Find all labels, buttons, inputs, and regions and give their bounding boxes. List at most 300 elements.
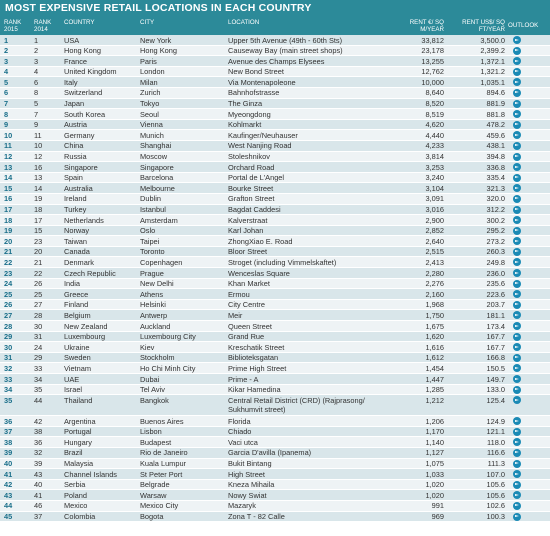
arrow-right-circle-icon <box>513 78 521 86</box>
cell-rank-2014: 36 <box>34 437 43 447</box>
cell-rank-2014: 39 <box>34 459 43 469</box>
cell-city: Lisbon <box>140 427 162 437</box>
table-row <box>0 279 550 290</box>
arrow-right-circle-icon <box>513 100 521 108</box>
cell-rent-eur: 3,253 <box>425 162 444 172</box>
cell-rent-usd: 235.6 <box>486 279 505 289</box>
cell-rank-2014: 31 <box>34 332 43 342</box>
cell-city: Dublin <box>140 194 161 204</box>
cell-country: Belgium <box>64 310 91 320</box>
cell-rank-2014: 29 <box>34 353 43 363</box>
cell-rent-usd: 100.3 <box>486 512 505 522</box>
cell-country: Vietnam <box>64 363 91 373</box>
arrow-right-circle-icon <box>513 36 521 44</box>
cell-country: Netherlands <box>64 215 104 225</box>
cell-rent-eur: 3,814 <box>425 152 444 162</box>
cell-rank-2014: 25 <box>34 289 43 299</box>
cell-rent-eur: 1,454 <box>425 363 444 373</box>
cell-rank-2015: 38 <box>4 437 13 447</box>
cell-city: Toronto <box>140 247 165 257</box>
cell-country: Japan <box>64 99 85 109</box>
cell-rent-usd: 116.6 <box>487 448 505 458</box>
table-body <box>0 35 550 522</box>
arrow-right-circle-icon <box>513 311 521 319</box>
cell-city: Tel Aviv <box>140 385 165 395</box>
cell-rank-2014: 37 <box>34 512 43 522</box>
cell-city: Athens <box>140 289 164 299</box>
table-row <box>0 56 550 67</box>
cell-country: Hong Kong <box>64 46 101 56</box>
cell-rank-2014: 13 <box>34 173 43 183</box>
cell-city: Belgrade <box>140 480 170 490</box>
table-row <box>0 162 550 173</box>
table-row <box>0 512 550 523</box>
cell-rent-usd: 260.3 <box>486 247 505 257</box>
arrow-right-circle-icon <box>513 216 521 224</box>
cell-city: Istanbul <box>140 205 166 214</box>
cell-rank-2014: 16 <box>34 162 43 172</box>
cell-rent-eur: 2,280 <box>425 268 444 278</box>
cell-rent-eur: 1,675 <box>425 321 444 331</box>
cell-location: Kohlmarkt <box>228 120 262 130</box>
cell-location: Bloor Street <box>228 247 268 257</box>
cell-country: Brazil <box>64 448 83 458</box>
cell-rank-2014: 12 <box>34 152 43 162</box>
cell-rent-eur: 1,127 <box>425 448 444 458</box>
table-row <box>0 194 550 205</box>
arrow-right-circle-icon <box>513 89 521 97</box>
cell-location: Kneza Mihaila <box>228 480 275 490</box>
cell-country: France <box>64 56 88 66</box>
cell-city: New York <box>140 35 172 45</box>
cell-country: Spain <box>64 173 83 183</box>
cell-location: The Ginza <box>228 99 263 109</box>
cell-rent-usd: 203.7 <box>486 300 505 310</box>
cell-rank-2015: 2 <box>4 46 9 56</box>
cell-rent-eur: 13,255 <box>421 56 444 66</box>
cell-rent-eur: 3,104 <box>425 183 444 193</box>
cell-rank-2014: 6 <box>34 77 39 87</box>
cell-rank-2014: 11 <box>34 130 42 140</box>
arrow-right-circle-icon <box>513 68 521 76</box>
cell-city: Singapore <box>140 162 174 172</box>
cell-location: Garcia D'avilla (Ipanema) <box>228 448 312 458</box>
cell-country: Denmark <box>64 257 94 267</box>
table-row <box>0 183 550 194</box>
cell-rank-2014: 35 <box>34 385 43 395</box>
cell-location: Prime High Street <box>228 363 287 373</box>
cell-city: Rio de Janeiro <box>140 448 188 458</box>
cell-rank-2014: 18 <box>34 205 43 214</box>
cell-city: Mexico City <box>140 501 179 511</box>
table-row <box>0 226 550 237</box>
cell-rank-2015: 22 <box>4 257 13 267</box>
cell-city: Seoul <box>140 109 159 119</box>
cell-rent-eur: 1,170 <box>425 427 444 437</box>
cell-rent-usd: 105.6 <box>486 480 505 490</box>
cell-rent-eur: 8,640 <box>425 88 444 98</box>
cell-rank-2015: 5 <box>4 77 9 87</box>
arrow-right-circle-icon <box>513 57 521 65</box>
arrow-right-circle-icon <box>513 470 521 478</box>
cell-rent-eur: 2,852 <box>425 226 444 236</box>
cell-location: Stroget (including Vimmelskaftet) <box>228 257 337 267</box>
cell-rank-2014: 34 <box>34 374 43 384</box>
cell-location: Portal de L'Angel <box>228 173 285 183</box>
cell-location: Khan Market <box>228 279 270 289</box>
header-country: COUNTRY <box>64 19 95 26</box>
cell-rank-2014: 41 <box>34 490 43 500</box>
cell-rent-eur: 12,762 <box>421 67 444 77</box>
cell-rank-2014: 44 <box>34 395 43 405</box>
arrow-right-circle-icon <box>513 174 521 182</box>
cell-rank-2015: 40 <box>4 459 13 469</box>
cell-rent-usd: 118.0 <box>487 437 505 447</box>
cell-city: Paris <box>140 56 157 66</box>
cell-rank-2014: 15 <box>34 226 43 236</box>
table-row <box>0 416 550 427</box>
arrow-right-circle-icon <box>513 237 521 245</box>
cell-location: Orchard Road <box>228 162 275 172</box>
cell-country: Channel Islands <box>64 469 118 479</box>
arrow-right-circle-icon <box>513 195 521 203</box>
cell-rank-2015: 27 <box>4 310 13 320</box>
cell-city: Kuala Lumpur <box>140 459 187 469</box>
cell-rent-usd: 438.1 <box>486 141 505 151</box>
cell-rent-eur: 2,900 <box>425 215 444 225</box>
cell-location: New Bond Street <box>228 67 284 77</box>
table-row <box>0 268 550 279</box>
table-row <box>0 35 550 46</box>
table-row <box>0 99 550 110</box>
cell-rank-2015: 31 <box>4 353 13 363</box>
arrow-right-circle-icon <box>513 206 521 214</box>
table-row <box>0 120 550 131</box>
cell-rank-2014: 42 <box>34 416 43 426</box>
cell-location: Meir <box>228 310 243 320</box>
cell-location: ZhongXiao E. Road <box>228 236 293 246</box>
cell-rank-2015: 17 <box>4 205 13 214</box>
arrow-right-circle-icon <box>513 301 521 309</box>
arrow-right-circle-icon <box>513 110 521 118</box>
cell-rent-eur: 1,140 <box>425 437 444 447</box>
cell-city: Bogota <box>140 512 164 522</box>
cell-rent-usd: 312.2 <box>486 205 505 214</box>
cell-location: Bourke Street <box>228 183 274 193</box>
cell-rent-eur: 8,520 <box>425 99 444 109</box>
cell-rent-eur: 2,160 <box>425 289 444 299</box>
cell-rank-2015: 8 <box>4 109 9 119</box>
cell-country: Ireland <box>64 194 87 204</box>
cell-rank-2014: 43 <box>34 469 43 479</box>
arrow-right-circle-icon <box>513 142 521 150</box>
arrow-right-circle-icon <box>513 364 521 372</box>
table-row <box>0 173 550 184</box>
cell-country: India <box>64 279 81 289</box>
header-rent-usd: RENT US$/ SQ FT/YEAR <box>462 19 505 33</box>
cell-country: Luxembourg <box>64 332 106 342</box>
cell-location: Upper 5th Avenue (49th - 60th Sts) <box>228 35 343 45</box>
cell-rank-2014: 2 <box>34 46 39 56</box>
cell-country: Germany <box>64 130 95 140</box>
arrow-right-circle-icon <box>513 343 521 351</box>
table-row <box>0 321 550 332</box>
cell-city: Zurich <box>140 88 161 98</box>
cell-rent-eur: 1,075 <box>425 459 444 469</box>
cell-location: Chiado <box>228 427 252 437</box>
cell-location: Kalverstraat <box>228 215 268 225</box>
cell-country: Israel <box>64 385 83 395</box>
cell-rank-2015: 9 <box>4 120 9 130</box>
cell-city: London <box>140 67 165 77</box>
cell-location: Biblioteksgatan <box>228 353 279 363</box>
arrow-right-circle-icon <box>513 396 521 404</box>
cell-city: Buenos Aires <box>140 416 184 426</box>
cell-rank-2014: 19 <box>34 194 43 204</box>
table-row <box>0 109 550 120</box>
cell-city: Tokyo <box>140 99 160 109</box>
cell-city: Milan <box>140 77 158 87</box>
table-row <box>0 437 550 448</box>
cell-rank-2015: 25 <box>4 289 13 299</box>
cell-city: Budapest <box>140 437 172 447</box>
cell-rank-2015: 36 <box>4 416 13 426</box>
cell-country: Taiwan <box>64 236 88 246</box>
cell-country: Canada <box>64 247 90 257</box>
table-row <box>0 353 550 364</box>
cell-rent-eur: 1,612 <box>425 353 444 363</box>
arrow-right-circle-icon <box>513 375 521 383</box>
cell-city: Stockholm <box>140 353 175 363</box>
cell-rank-2014: 24 <box>34 342 43 352</box>
cell-rank-2015: 20 <box>4 236 13 246</box>
cell-rent-eur: 2,413 <box>425 257 444 267</box>
cell-city: Helsinki <box>140 300 166 310</box>
cell-rent-usd: 2,399.2 <box>480 46 505 56</box>
cell-location: City Centre <box>228 300 265 310</box>
cell-rent-eur: 969 <box>431 512 444 522</box>
cell-location: High Street <box>228 469 265 479</box>
cell-country: Portugal <box>64 427 92 437</box>
arrow-right-circle-icon <box>513 502 521 510</box>
cell-country: South Korea <box>64 109 106 119</box>
cell-rent-usd: 1,372.1 <box>480 56 505 66</box>
arrow-right-circle-icon <box>513 438 521 446</box>
cell-city: Prague <box>140 268 164 278</box>
cell-city: Bangkok <box>140 395 169 405</box>
header-rank-2015: RANK 2015 <box>4 19 22 33</box>
table-row <box>0 501 550 512</box>
arrow-right-circle-icon <box>513 428 521 436</box>
cell-location: Vaci utca <box>228 437 258 447</box>
cell-rent-usd: 3,500.0 <box>480 35 505 45</box>
table-row <box>0 215 550 226</box>
cell-city: Taipei <box>140 236 160 246</box>
cell-rent-usd: 300.2 <box>486 215 505 225</box>
header-outlook: OUTLOOK <box>508 22 539 29</box>
arrow-right-circle-icon <box>513 258 521 266</box>
cell-city: Copenhagen <box>140 257 183 267</box>
cell-rent-eur: 1,750 <box>425 310 444 320</box>
cell-rank-2015: 16 <box>4 194 13 204</box>
cell-rent-usd: 107.0 <box>486 469 505 479</box>
arrow-right-circle-icon <box>513 290 521 298</box>
cell-rent-usd: 105.6 <box>486 490 505 500</box>
cell-city: Luxembourg City <box>140 332 196 342</box>
page-title: MOST EXPENSIVE RETAIL LOCATIONS IN EACH COUNTRY <box>0 0 550 17</box>
cell-rent-eur: 3,091 <box>425 194 444 204</box>
cell-rent-usd: 125.4 <box>486 395 505 405</box>
table-row <box>0 448 550 459</box>
cell-rent-usd: 320.0 <box>486 194 505 204</box>
cell-rank-2014: 10 <box>34 141 43 151</box>
cell-rank-2014: 26 <box>34 279 43 289</box>
cell-location: Bagdat Caddesi <box>228 205 281 214</box>
cell-country: Greece <box>64 289 89 299</box>
cell-rank-2014: 1 <box>34 35 39 45</box>
arrow-right-circle-icon <box>513 417 521 425</box>
cell-city: Munich <box>140 130 164 140</box>
arrow-right-circle-icon <box>513 47 521 55</box>
cell-rank-2014: 28 <box>34 310 43 320</box>
table-row <box>0 152 550 163</box>
cell-rent-usd: 249.8 <box>486 257 505 267</box>
cell-location: Ermou <box>228 289 250 299</box>
cell-location: Bahnhofstrasse <box>228 88 280 98</box>
cell-rent-usd: 881.9 <box>486 99 505 109</box>
cell-location: Stoleshnikov <box>228 152 270 162</box>
cell-city: New Delhi <box>140 279 174 289</box>
cell-city: Amsterdam <box>140 215 178 225</box>
cell-rank-2014: 20 <box>34 247 43 257</box>
cell-rent-usd: 1,035.1 <box>480 77 505 87</box>
cell-location: Via Montenapoleone <box>228 77 296 87</box>
cell-city: Barcelona <box>140 173 174 183</box>
cell-rent-eur: 1,285 <box>425 385 444 395</box>
cell-country: Argentina <box>64 416 96 426</box>
cell-city: Shanghai <box>140 141 172 151</box>
cell-rank-2015: 4 <box>4 67 9 77</box>
cell-rent-eur: 4,620 <box>425 120 444 130</box>
arrow-right-circle-icon <box>513 163 521 171</box>
cell-rank-2015: 26 <box>4 300 13 310</box>
arrow-right-circle-icon <box>513 386 521 394</box>
cell-rent-usd: 236.0 <box>486 268 505 278</box>
cell-rent-usd: 111.3 <box>487 459 505 469</box>
cell-rank-2015: 7 <box>4 99 9 109</box>
cell-rent-usd: 149.7 <box>486 374 505 384</box>
cell-rank-2014: 32 <box>34 448 43 458</box>
table-row <box>0 77 550 88</box>
cell-rent-usd: 124.9 <box>486 416 505 426</box>
cell-rank-2014: 40 <box>34 480 43 490</box>
cell-city: Melbourne <box>140 183 175 193</box>
cell-location: Kaufinger/Neuhauser <box>228 130 298 140</box>
table-row <box>0 459 550 470</box>
table-row <box>0 236 550 247</box>
cell-country: Australia <box>64 183 93 193</box>
cell-location: Bukit Bintang <box>228 459 272 469</box>
table-row <box>0 310 550 321</box>
cell-city: Antwerp <box>140 310 168 320</box>
cell-rank-2014: 4 <box>34 67 39 77</box>
cell-country: Norway <box>64 226 90 236</box>
cell-rent-eur: 23,178 <box>421 46 444 56</box>
cell-rent-usd: 881.8 <box>486 109 505 119</box>
cell-country: UAE <box>64 374 80 384</box>
cell-country: Czech Republic <box>64 268 116 278</box>
cell-rank-2014: 22 <box>34 268 43 278</box>
cell-rank-2015: 19 <box>4 226 13 236</box>
cell-country: Finland <box>64 300 89 310</box>
arrow-right-circle-icon <box>513 248 521 256</box>
cell-rent-usd: 166.8 <box>486 353 505 363</box>
cell-rent-usd: 150.5 <box>486 363 505 373</box>
cell-rent-eur: 1,020 <box>425 490 444 500</box>
table-row <box>0 46 550 57</box>
cell-city: St Peter Port <box>140 469 183 479</box>
cell-rent-eur: 1,033 <box>425 469 444 479</box>
cell-rank-2014: 3 <box>34 56 39 66</box>
arrow-right-circle-icon <box>513 131 521 139</box>
cell-rent-usd: 121.1 <box>486 427 505 437</box>
arrow-right-circle-icon <box>513 354 521 362</box>
cell-location: Myeongdong <box>228 109 271 119</box>
cell-country: Serbia <box>64 480 86 490</box>
cell-rank-2015: 28 <box>4 321 13 331</box>
table-row <box>0 480 550 491</box>
cell-country: Sweden <box>64 353 91 363</box>
arrow-right-circle-icon <box>513 513 521 521</box>
cell-rent-eur: 3,240 <box>425 173 444 183</box>
cell-city: Ho Chi Minh City <box>140 363 196 373</box>
cell-rent-usd: 223.6 <box>486 289 505 299</box>
cell-rank-2014: 33 <box>34 363 43 373</box>
cell-rank-2015: 15 <box>4 183 13 193</box>
cell-location: Grand Rue <box>228 332 265 342</box>
cell-rent-eur: 1,968 <box>425 300 444 310</box>
header-city: CITY <box>140 19 155 26</box>
cell-rank-2015: 10 <box>4 130 13 140</box>
cell-rent-eur: 1,206 <box>425 416 444 426</box>
cell-rank-2015: 11 <box>4 141 12 151</box>
cell-location: Prime - A <box>228 374 259 384</box>
cell-rank-2014: 38 <box>34 427 43 437</box>
table-row <box>0 141 550 152</box>
cell-rent-eur: 10,000 <box>421 77 444 87</box>
cell-country: Colombia <box>64 512 96 522</box>
cell-country: Russia <box>64 152 87 162</box>
cell-country: Malaysia <box>64 459 94 469</box>
cell-city: Warsaw <box>140 490 167 500</box>
header-rank-2014: RANK 2014 <box>34 19 52 33</box>
cell-rank-2015: 24 <box>4 279 13 289</box>
cell-rank-2015: 1 <box>4 35 9 45</box>
cell-rank-2015: 39 <box>4 448 13 458</box>
cell-rank-2015: 12 <box>4 152 13 162</box>
cell-rank-2014: 46 <box>34 501 43 511</box>
arrow-right-circle-icon <box>513 121 521 129</box>
cell-location: Queen Street <box>228 321 272 331</box>
table-row <box>0 342 550 353</box>
cell-rent-eur: 1,620 <box>425 332 444 342</box>
cell-location: Zona T - 82 Calle <box>228 512 285 522</box>
cell-rank-2015: 13 <box>4 162 13 172</box>
cell-rank-2014: 23 <box>34 236 43 246</box>
cell-rank-2015: 18 <box>4 215 13 225</box>
table-row <box>0 395 550 416</box>
cell-country: USA <box>64 35 80 45</box>
